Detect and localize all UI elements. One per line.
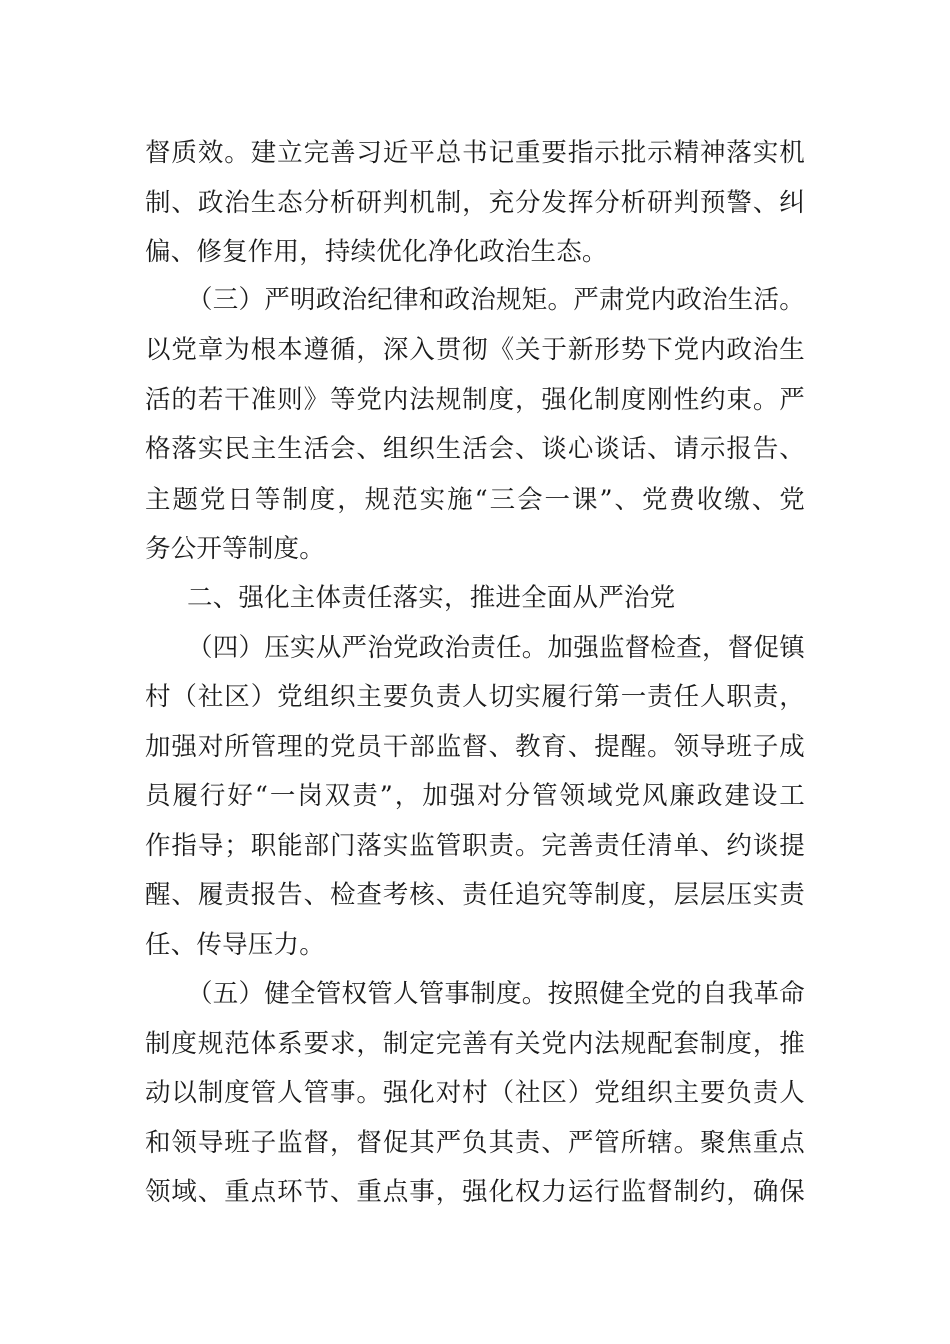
text-line: 动以制度管人管事。强化对村（社区）党组织主要负责人: [145, 1078, 805, 1108]
text-line: 任、传导压力。: [145, 930, 325, 960]
text-line: 领域、重点环节、重点事，强化权力运行监督制约，确保: [145, 1177, 805, 1207]
section-heading-3: （三）严明政治纪律和政治规矩。严肃党内政治生活。: [187, 285, 805, 315]
text-line: 员履行好“一岗双责”，加强对分管领域党风廉政建设工: [145, 781, 805, 811]
text-line: 制、政治生态分析研判机制，充分发挥分析研判预警、纠: [145, 188, 805, 218]
text-line: 加强对所管理的党员干部监督、教育、提醒。领导班子成: [145, 732, 805, 762]
text-line: 偏、修复作用，持续优化净化政治生态。: [145, 237, 608, 267]
text-line: 制度规范体系要求，制定完善有关党内法规配套制度，推: [145, 1029, 805, 1059]
text-line: 和领导班子监督，督促其严负其责、严管所辖。聚焦重点: [145, 1128, 805, 1158]
text-line: 活的若干准则》等党内法规制度，强化制度刚性约束。严: [145, 385, 805, 415]
text-line: 督质效。建立完善习近平总书记重要指示批示精神落实机: [145, 138, 805, 168]
text-line: 主题党日等制度，规范实施“三会一课”、党费收缴、党: [145, 485, 805, 515]
text-line: 醒、履责报告、检查考核、责任追究等制度，层层压实责: [145, 880, 805, 910]
section-heading-5: （五）健全管权管人管事制度。按照健全党的自我革命: [187, 979, 805, 1009]
section-heading-2: 二、强化主体责任落实，推进全面从严治党: [187, 583, 676, 613]
text-line: 村（社区）党组织主要负责人切实履行第一责任人职责，: [145, 682, 805, 712]
section-heading-4: （四）压实从严治党政治责任。加强监督检查，督促镇: [187, 633, 805, 663]
text-line: 务公开等制度。: [145, 534, 325, 564]
text-line: 作指导；职能部门落实监管职责。完善责任清单、约谈提: [145, 831, 805, 861]
text-line: 格落实民主生活会、组织生活会、谈心谈话、请示报告、: [145, 434, 805, 464]
text-line: 以党章为根本遵循，深入贯彻《关于新形势下党内政治生: [145, 335, 805, 365]
